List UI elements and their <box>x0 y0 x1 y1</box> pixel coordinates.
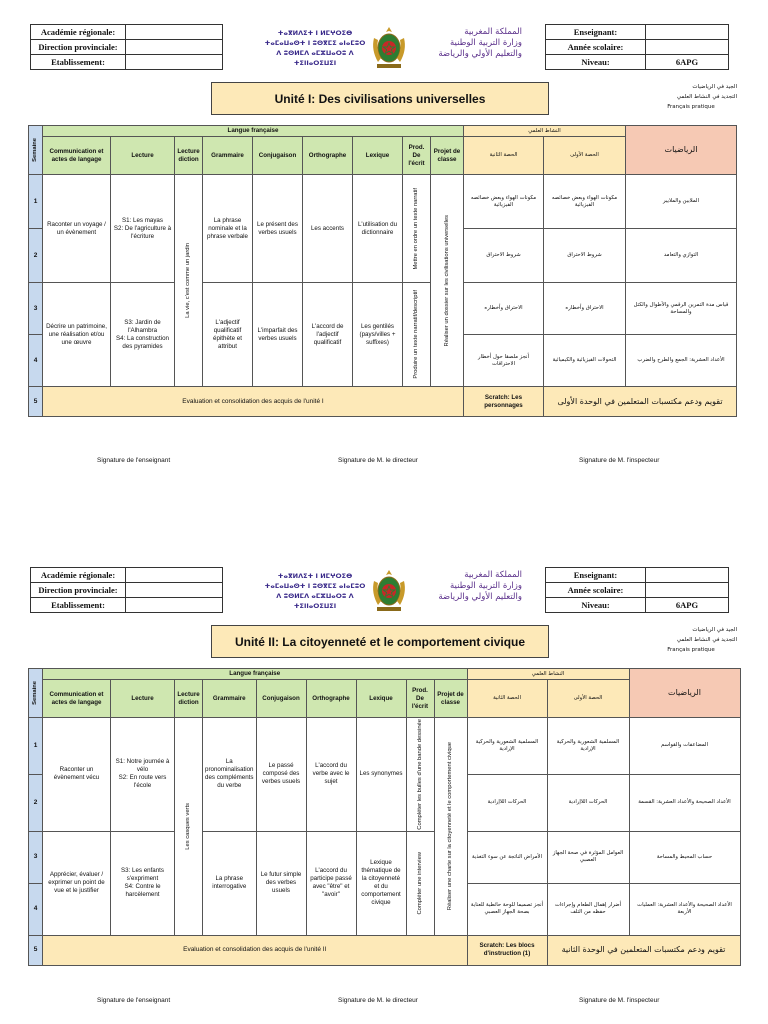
grammaire-a: La pronominalisation des compléments du verbe <box>203 718 257 832</box>
ministry-arabic <box>422 27 522 60</box>
tifinagh-line: ⵜⴰⴳⵍⴷⵉⵜ ⵏ ⵍⵎⵖⵔⵉⴱ <box>277 572 353 580</box>
prod-ecrit-a: Compléter les bulles d'une bande dessinée <box>416 719 423 830</box>
seance-2-w3: الاحتراق وأخطاره <box>464 283 544 335</box>
field-academie[interactable] <box>126 568 223 583</box>
math-w1: المضاعفات والقواسم <box>629 718 740 775</box>
communication-b: Décrire un patrimoine, une réalisation et/ou une œuvre <box>43 283 111 387</box>
label-etablissement: Etablissement: <box>31 598 126 613</box>
unit-title: Unité I: Des civilisations universelles <box>211 82 549 115</box>
seance-1-w3: الاحتراق وأخطاره <box>544 283 626 335</box>
moroccan-emblem-icon <box>368 24 410 70</box>
prod-ecrit-b-cell <box>403 283 431 387</box>
week-3: 3 <box>29 831 43 883</box>
col-prod-ecrit: Prod. De l'écrit <box>403 137 431 175</box>
diction-cell <box>175 718 203 936</box>
arabic-line: وزارة التربية الوطنية <box>449 38 522 48</box>
orthographe-a: L'accord du verbe avec le sujet <box>306 718 356 832</box>
field-annee[interactable] <box>646 583 729 598</box>
label-annee: Année scolaire: <box>546 583 646 598</box>
scratch-cell: Scratch: Les personnages <box>464 387 544 417</box>
orthographe-b: L'accord du participe passé avec "être" et "avoir" <box>306 831 356 935</box>
field-niveau[interactable]: 6APG <box>646 598 729 613</box>
grammaire-b: La phrase interrogative <box>203 831 257 935</box>
orthographe-b: L'accord de l'adjectif qualificatif <box>303 283 353 387</box>
semaine-header <box>29 669 43 718</box>
col-orthographe: Orthographe <box>306 680 356 718</box>
math-w1: الملايين والملايير <box>626 175 737 229</box>
label-enseignant: Enseignant: <box>546 25 646 40</box>
langue-francaise-header: Langue française <box>43 126 464 137</box>
math-header: الرياضيات <box>626 126 737 175</box>
field-enseignant[interactable] <box>646 25 729 40</box>
semaine-label: Semaine <box>32 138 38 162</box>
lexique-b: Les gentilés (pays/villes + suffixes) <box>353 283 403 387</box>
seance-1-w4: أضرار إهمال الطعام وإجراءات حفظه من التلف <box>547 883 629 935</box>
col-lecture-diction: Lecture diction <box>175 680 203 718</box>
diction-text: Les casques verts <box>185 802 191 850</box>
planning-grid <box>28 668 741 966</box>
week-1: 1 <box>29 718 43 775</box>
projet-cell <box>434 718 467 936</box>
math-w4: الأعداد العشرية: الجمع والطرح والضرب <box>626 335 737 387</box>
field-etablissement[interactable] <box>126 55 223 70</box>
tifinagh-line: ⵜⴰⵎⴰⵡⴰⵙⵜ ⵏ ⵓⵙⴳⵎⵉ ⴰⵏⴰⵎⵓⵔ <box>264 39 366 47</box>
teacher-info-table <box>545 24 729 70</box>
col-conjugaison: Conjugaison <box>256 680 306 718</box>
side-note <box>645 625 737 655</box>
ministry-tifinagh <box>262 571 368 611</box>
side-note <box>645 82 737 112</box>
seance-2-w1: مكونات الهواء وبعض خصائصه الفيزيائية <box>464 175 544 229</box>
col-communication: Communication et actes de langage <box>43 680 111 718</box>
side-note-line: الجيد في الرياضيات <box>692 627 737 633</box>
seance-1-w1: مكونات الهواء وبعض خصائصه الفيزيائية <box>544 175 626 229</box>
side-note-line: الجيد في الرياضيات <box>692 84 737 90</box>
week-2: 2 <box>29 774 43 831</box>
projet-text: Réaliser un dossier sur les civilisations universelles <box>443 214 450 347</box>
col-seance-1: الحصة الأولى <box>544 137 626 175</box>
field-academie[interactable] <box>126 25 223 40</box>
math-w2: الأعداد الصحيحة والأعداد العشرية: القسمة <box>629 774 740 831</box>
col-seance-1: الحصة الأولى <box>547 680 629 718</box>
field-niveau[interactable]: 6APG <box>646 55 729 70</box>
signature-teacher: Signature de l'enseignant <box>97 997 171 1004</box>
label-direction: Direction provinciale: <box>31 583 126 598</box>
ministry-header <box>262 567 522 613</box>
signature-inspector: Signature de M. l'inspecteur <box>579 457 660 464</box>
moroccan-emblem-icon <box>368 567 410 613</box>
projet-text: Réaliser une charte sur la citoyenneté et le comportement civique <box>447 742 453 911</box>
prod-ecrit-a-cell <box>406 718 434 832</box>
seance-1-w2: الحركات اللاإرادية <box>547 774 629 831</box>
arabic-line: والتعليم الأولي والرياضة <box>438 592 522 602</box>
evaluation-fr: Evaluation et consolidation des acquis de l'unité I <box>43 387 464 417</box>
evaluation-ar: تقويم ودعم مكتسبات المتعلمين في الوحدة الأولى <box>544 387 737 417</box>
label-niveau: Niveau: <box>546 55 646 70</box>
col-prod-ecrit: Prod. De l'écrit <box>406 680 434 718</box>
col-lecture: Lecture <box>111 137 175 175</box>
col-projet-classe: Projet de classe <box>434 680 467 718</box>
ministry-tifinagh <box>262 28 368 68</box>
side-note-line: Français pratique <box>667 104 715 110</box>
activite-scientifique-header: النشاط العلمي <box>467 669 629 680</box>
unit-title: Unité II: La citoyenneté et le comportement civique <box>211 625 549 658</box>
signature-teacher: Signature de l'enseignant <box>97 457 171 464</box>
week-1: 1 <box>29 175 43 229</box>
semaine-header <box>29 126 43 175</box>
teacher-info-table <box>545 567 729 613</box>
signature-director: Signature de M. le directeur <box>338 457 418 464</box>
tifinagh-line: ⴷ ⵓⵙⵍⵎⴷ ⴰⵎⵣⵡⴰⵔⵓ ⴷ ⵜⵉⵏⵏⴰⵔⵉⵡⵉⵏ <box>276 49 354 67</box>
prod-ecrit-b-cell <box>406 831 434 935</box>
arabic-line: والتعليم الأولي والرياضة <box>438 49 522 59</box>
week-3: 3 <box>29 283 43 335</box>
col-lecture: Lecture <box>111 680 175 718</box>
seance-1-w2: شروط الاحتراق <box>544 229 626 283</box>
arabic-line: المملكة المغربية <box>464 27 522 37</box>
math-w2: التوازي والتعامد <box>626 229 737 283</box>
arabic-line: وزارة التربية الوطنية <box>449 581 522 591</box>
math-w4: الأعداد الصحيحة والأعداد العشرية: العمليات الأربعة <box>629 883 740 935</box>
communication-b: Apprécier, évaluer / exprimer un point de vue et le justifier <box>43 831 111 935</box>
week-5: 5 <box>29 387 43 417</box>
field-enseignant[interactable] <box>646 568 729 583</box>
col-seance-2: الحصة الثانية <box>467 680 547 718</box>
semaine-label: Semaine <box>32 681 38 705</box>
label-academie: Académie régionale: <box>31 25 126 40</box>
side-note-line: Français pratique <box>667 647 715 653</box>
arabic-line: المملكة المغربية <box>464 570 522 580</box>
evaluation-ar: تقويم ودعم مكتسبات المتعلمين في الوحدة الثانية <box>547 935 740 965</box>
seance-1-w1: المسلمية الشعورية والحركية الإرادية <box>547 718 629 775</box>
grammaire-b: L'adjectif qualificatif épithète et attribut <box>203 283 253 387</box>
label-enseignant: Enseignant: <box>546 568 646 583</box>
label-etablissement: Etablissement: <box>31 55 126 70</box>
col-projet-classe: Projet de classe <box>431 137 464 175</box>
planning-grid <box>28 125 737 417</box>
side-note-line: التجديد في النشاط العلمي <box>676 637 737 643</box>
week-5: 5 <box>29 935 43 965</box>
label-niveau: Niveau: <box>546 598 646 613</box>
signature-inspector: Signature de M. l'inspecteur <box>579 997 660 1004</box>
prod-ecrit-a-cell <box>403 175 431 283</box>
math-w3: حساب المحيط والمساحة <box>629 831 740 883</box>
col-communication: Communication et actes de langage <box>43 137 111 175</box>
lecture-a: S1: Notre journée à vélo S2: En route vers l'école <box>111 718 175 832</box>
col-grammaire: Grammaire <box>203 137 253 175</box>
conjugaison-b: L'imparfait des verbes usuels <box>253 283 303 387</box>
school-info-table <box>30 567 223 613</box>
conjugaison-a: Le présent des verbes usuels <box>253 175 303 283</box>
label-annee: Année scolaire: <box>546 40 646 55</box>
activite-scientifique-header: النشاط العلمي <box>464 126 626 137</box>
prod-ecrit-a: Mettre en ordre un texte narratif <box>413 187 419 270</box>
field-annee[interactable] <box>646 40 729 55</box>
scratch-cell: Scratch: Les blocs d'instruction (1) <box>467 935 547 965</box>
math-header: الرياضيات <box>629 669 740 718</box>
tifinagh-line: ⵜⴰⵎⴰⵡⴰⵙⵜ ⵏ ⵓⵙⴳⵎⵉ ⴰⵏⴰⵎⵓⵔ <box>264 582 366 590</box>
ministry-header <box>262 24 522 70</box>
ministry-arabic <box>422 570 522 603</box>
grammaire-a: La phrase nominale et la phrase verbale <box>203 175 253 283</box>
seance-1-w3: العوامل المؤثرة في صحة الجهاز العصبي <box>547 831 629 883</box>
week-4: 4 <box>29 883 43 935</box>
tifinagh-line: ⵜⴰⴳⵍⴷⵉⵜ ⵏ ⵍⵎⵖⵔⵉⴱ <box>277 29 353 37</box>
col-lecture-diction: Lecture diction <box>175 137 203 175</box>
conjugaison-a: Le passé composé des verbes usuels <box>256 718 306 832</box>
col-lexique: Lexique <box>356 680 406 718</box>
side-note-line: التجديد في النشاط العلمي <box>676 94 737 100</box>
prod-ecrit-b: Compléter une interview <box>416 851 423 915</box>
lecture-b: S3: Jardin de l'Alhambra S4: La construction des pyramides <box>111 283 175 387</box>
projet-cell <box>431 175 464 387</box>
lexique-a: Les synonymes <box>356 718 406 832</box>
seance-2-w2: الحركات اللاإرادية <box>467 774 547 831</box>
col-seance-2: الحصة الثانية <box>464 137 544 175</box>
evaluation-fr: Evaluation et consolidation des acquis de l'unité II <box>43 935 468 965</box>
communication-a: Raconter un voyage / un évènement <box>43 175 111 283</box>
signature-director: Signature de M. le directeur <box>338 997 418 1004</box>
field-etablissement[interactable] <box>126 598 223 613</box>
week-2: 2 <box>29 229 43 283</box>
col-lexique: Lexique <box>353 137 403 175</box>
diction-text: La vie, c'est comme un jardin <box>185 243 191 318</box>
label-academie: Académie régionale: <box>31 568 126 583</box>
lexique-a: L'utilisation du dictionnaire <box>353 175 403 283</box>
lexique-b: Lexique thématique de la citoyenneté et du comportement civique <box>356 831 406 935</box>
seance-2-w3: الأمراض الناتجة عن سوء التغذية <box>467 831 547 883</box>
conjugaison-b: Le futur simple des verbes usuels <box>256 831 306 935</box>
seance-2-w2: شروط الاحتراق <box>464 229 544 283</box>
diction-cell <box>175 175 203 387</box>
langue-francaise-header: Langue française <box>43 669 468 680</box>
field-direction[interactable] <box>126 40 223 55</box>
col-grammaire: Grammaire <box>203 680 257 718</box>
seance-2-w1: المسلمية الشعورية والحركية الإرادية <box>467 718 547 775</box>
col-conjugaison: Conjugaison <box>253 137 303 175</box>
week-4: 4 <box>29 335 43 387</box>
math-w3: قياس مدة التمرين الرقمي والأطوال والكتل والمساحة <box>626 283 737 335</box>
lecture-b: S3: Les enfants s'expriment S4: Contre le harcèlement <box>111 831 175 935</box>
tifinagh-line: ⴷ ⵓⵙⵍⵎⴷ ⴰⵎⵣⵡⴰⵔⵓ ⴷ ⵜⵉⵏⵏⴰⵔⵉⵡⵉⵏ <box>276 592 354 610</box>
seance-1-w4: التحولات الفيزيائية والكيميائية <box>544 335 626 387</box>
field-direction[interactable] <box>126 583 223 598</box>
label-direction: Direction provinciale: <box>31 40 126 55</box>
orthographe-a: Les accents <box>303 175 353 283</box>
seance-2-w4: أنجز تصميما للوحة حائطية للعناية بصحة الجهاز العصبي <box>467 883 547 935</box>
col-orthographe: Orthographe <box>303 137 353 175</box>
school-info-table <box>30 24 223 70</box>
seance-2-w4: أنجز ملصقا حول أخطار الاحتراقات <box>464 335 544 387</box>
prod-ecrit-b: Produire un texte narratif/descriptif <box>413 290 419 379</box>
communication-a: Raconter un évènement vécu <box>43 718 111 832</box>
lecture-a: S1: Les mayas S2: De l'agriculture à l'écriture <box>111 175 175 283</box>
